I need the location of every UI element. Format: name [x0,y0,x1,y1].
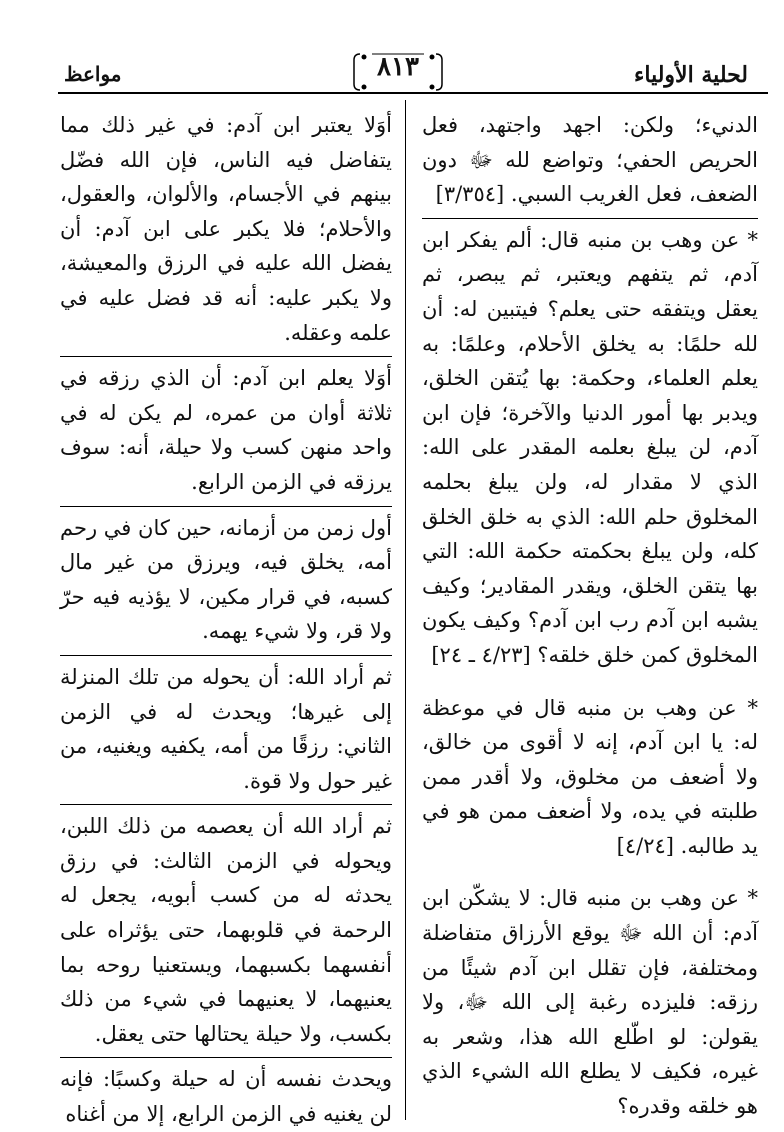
header-rule [58,92,768,94]
page-header [0,0,784,100]
paragraph: * عن وهب بن منبه قال: لا يشكّن ابن آدم: أن الله ﷻ يوقع الأرزاق متفاضلة ومختلفة، فإن تقلل ابن آدم شيئًا من رزقه: فليزده رغبة إلى الله ﷻ، ولا يقولن: لو اطّلع الله هذا، وشعر به غيره، فكيف لا يطلع الله الشيء الذي هو خلقه وقدره؟ [422,886,758,1119]
paragraph: * عن وهب بن منبه قال في موعظة له: يا ابن آدم، إنه لا أقوى من خالق، ولا أضعف من مخلوق، ولا أقدر ممن طلبته في يده، ولا أضعف ممن هو في يد طالبه. [٤/٢٤] [422,695,758,858]
right-column [422,108,758,1124]
paragraph: أول زمن من أزمانه، حين كان في رحم أمه، يخلق فيه، ويرزق من غير مال كسبه، في قرار مكين، لا يؤذيه فيه حرّ ولا قر، ولا شيء يهمه. [60,506,392,649]
page-number: ٨١٣ [377,52,419,82]
paragraph: ثم أراد الله: أن يحوله من تلك المنزلة إلى غيرها؛ ويحدث له في الزمن الثاني: رزقًا من أمه، يكفيه ويغنيه، من غير حول ولا قوة. [60,655,392,798]
paragraph: أوَلا يعتبر ابن آدم: في غير ذلك مما يتفاضل فيه الناس، فإن الله فضّل بينهم في الأجسام، والألوان، والعقول، والأحلام؛ فلا يكبر على ابن آدم: أن يفضل الله عليه في الرزق والمعيشة، ولا يكبر عليه: أنه قد فضل عليه في علمه وعقله. [60,113,392,345]
column-divider [405,100,406,1120]
paragraph: ثم أراد الله أن يعصمه من ذلك اللبن، ويحوله في الزمن الثالث: في رزق يحدثه له من كسب أبويه، يجعل له الرحمة في قلوبهما، حتى يؤثراه على أنفسهما بكسبهما، ويستعنيا روحه بما يعنيهما، لا يعنيهما في شيء من ذلك بكسب، ولا حيلة يحتالها حتى يعقل. [60,804,392,1051]
left-column [60,108,392,1132]
paragraph: الدنيء؛ ولكن: اجهد واجتهد، فعل الحريص الحفي؛ وتواضع لله ﷻ دون الضعف، فعل الغريب السبي. [٣/٣٥٤] [422,113,758,207]
book-title: لحلية الأولياء [634,62,748,88]
section-title: مواعظ [64,62,122,86]
paragraph: * عن وهب بن منبه قال: ألم يفكر ابن آدم، ثم يتفهم ويعتبر، ثم يبصر، ثم يعقل ويتفقه حتى يعلم؟ فيتبين له: أن لله حلمًا: به يخلق الأحلام، وعلمًا: به يعلم العلماء، وحكمة: بها يُتقن الخلق، ويدبر بها أمور الدنيا والآخرة؛ فإن ابن آدم، لن يبلغ بعلمه المقدر على الله: الذي لا مقدار له، ولن يبلغ بحلمه المخلوق حلم الله: الذي به خلق الخلق كله، ولن يبلغ بحكمته حكمة الله: التي بها يتقن الخلق، ويقدر المقادير؛ وكيف يشبه ابن آدم رب ابن آدم؟ وكيف يكون المخلوق كمن خلق خلقه؟ [٤/٢٣ ـ ٢٤] [422,218,758,673]
paragraph: ويحدث نفسه أن له حيلة وكسبًا: فإنه لن يغنيه في الزمن الرابع، إلا من أغناه [60,1057,392,1131]
paragraph: أوَلا يعلم ابن آدم: أن الذي رزقه في ثلاثة أوان من عمره، لم يكن له في واحد منهن كسب ولا حيلة، أنه: سوف يرزقه في الزمن الرابع. [60,356,392,499]
